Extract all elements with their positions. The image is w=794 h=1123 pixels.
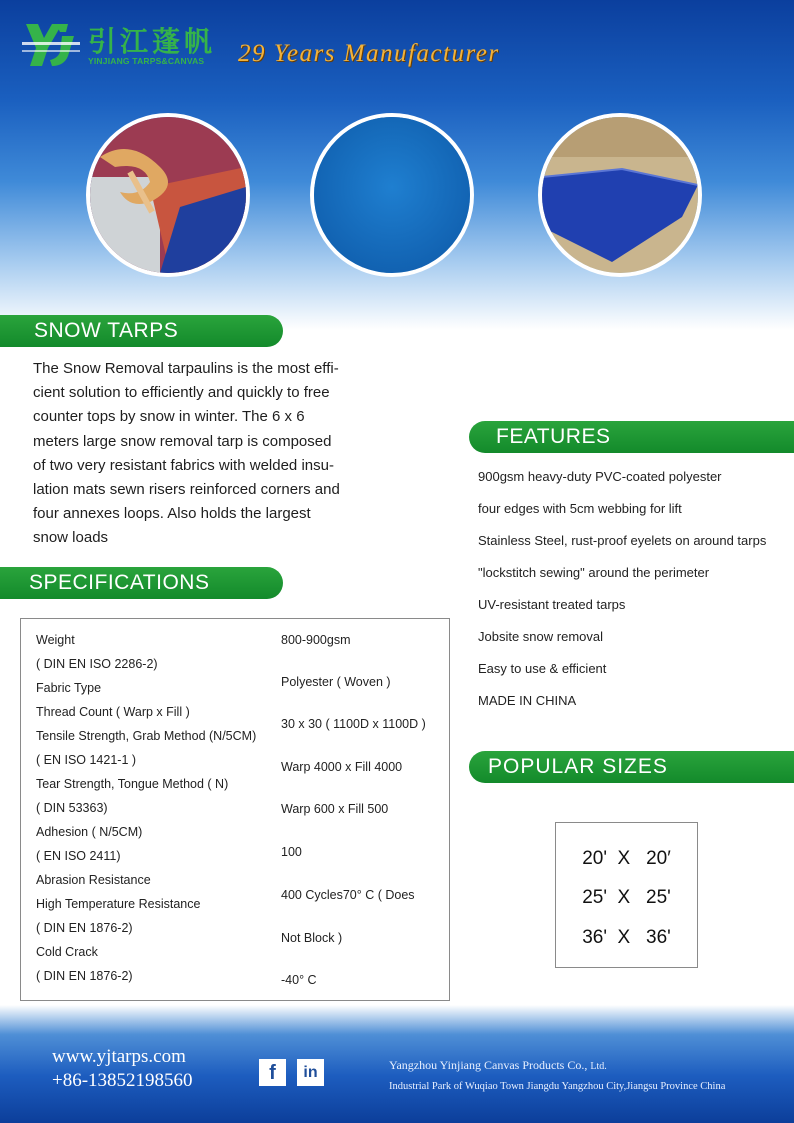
spec-label: ( EN ISO 1421-1 ) xyxy=(36,753,137,767)
spec-value: Warp 4000 x Fill 4000 xyxy=(281,760,403,774)
section-banner-specifications: SPECIFICATIONS xyxy=(0,567,283,599)
brand-logo[interactable] xyxy=(22,18,237,68)
spec-label: ( DIN 53363) xyxy=(36,801,108,815)
section-banner-features: FEATURES xyxy=(469,421,794,453)
spec-label: Cold Crack xyxy=(36,945,98,959)
feature-item: Stainless Steel, rust-proof eyelets on around tarps xyxy=(478,533,767,548)
intro-line: cient solution to efficiently and quickly to free xyxy=(33,384,330,402)
intro-line: lation mats sewn risers reinforced corners and xyxy=(33,481,340,499)
spec-value: 800-900gsm xyxy=(281,633,351,647)
section-banner-popular-sizes: POPULAR SIZES xyxy=(469,751,794,783)
feature-item: four edges with 5cm webbing for lift xyxy=(478,501,682,516)
feature-item: 900gsm heavy-duty PVC-coated polyester xyxy=(478,469,722,484)
spec-label: Weight xyxy=(36,633,75,647)
intro-line: of two very resistant fabrics with welded insu- xyxy=(33,456,334,474)
spec-label: Thread Count ( Warp x Fill ) xyxy=(36,705,190,719)
size-item: 20' X 20′ xyxy=(582,848,671,869)
phone-number[interactable]: +86-13852198560 xyxy=(52,1070,193,1091)
spec-label: Fabric Type xyxy=(36,681,102,695)
popular-sizes-box xyxy=(555,822,698,968)
spec-label: Adhesion ( N/5CM) xyxy=(36,825,143,839)
feature-item: Easy to use & efficient xyxy=(478,661,607,676)
company-name xyxy=(389,1058,607,1073)
spec-value: 30 x 30 ( 1100D x 1100D ) xyxy=(281,717,426,731)
brand-name-chinese: 引江蓬帆 xyxy=(88,25,217,58)
intro-line: counter tops by snow in winter. The 6 x 6 xyxy=(33,408,305,426)
spec-label: ( EN ISO 2411) xyxy=(36,849,121,863)
product-photo-fabric xyxy=(310,113,474,277)
product-photo-webbing xyxy=(86,113,250,277)
spec-value: Polyester ( Woven ) xyxy=(281,675,391,689)
spec-label: ( DIN EN ISO 2286-2) xyxy=(36,657,158,671)
feature-item: MADE IN CHINA xyxy=(478,693,577,708)
logo-mark-icon xyxy=(22,22,82,66)
brand-name-english: YINJIANG TARPS&CANVAS xyxy=(88,56,205,66)
spec-value: -40° C xyxy=(281,973,317,987)
spec-value: 100 xyxy=(281,845,302,859)
website-link[interactable]: www.yjtarps.com xyxy=(52,1046,186,1067)
spec-label: High Temperature Resistance xyxy=(36,897,201,911)
company-name-text: Yangzhou Yinjiang Canvas Products Co., xyxy=(389,1058,588,1072)
feature-item: "lockstitch sewing" around the perimeter xyxy=(478,565,710,580)
product-photo-tarp-on-sand xyxy=(538,113,702,277)
intro-line: The Snow Removal tarpaulins is the most effi- xyxy=(33,360,339,377)
spec-label: Tear Strength, Tongue Method ( N) xyxy=(36,777,229,791)
spec-value: Warp 600 x Fill 500 xyxy=(281,802,389,816)
spec-value: Not Block ) xyxy=(281,931,343,945)
feature-item: Jobsite snow removal xyxy=(478,629,603,644)
intro-paragraph xyxy=(33,357,373,551)
specifications-table xyxy=(20,618,450,1001)
size-item: 25' X 25' xyxy=(582,887,671,908)
company-address: Industrial Park of Wuqiao Town Jiangdu Yangzhou City,Jiangsu Province China xyxy=(389,1081,726,1092)
feature-item: UV-resistant treated tarps xyxy=(478,597,626,612)
spec-label: Abrasion Resistance xyxy=(36,873,151,887)
intro-line: snow loads xyxy=(33,529,109,547)
linkedin-icon[interactable]: in xyxy=(297,1059,324,1086)
intro-line: meters large snow removal tarp is composed xyxy=(33,432,332,450)
size-item: 36' X 36' xyxy=(582,927,671,948)
company-name-suffix: Ltd. xyxy=(590,1061,607,1072)
spec-label: ( DIN EN 1876-2) xyxy=(36,969,133,983)
section-banner-snow-tarps: SNOW TARPS xyxy=(0,315,283,347)
intro-line: four annexes loops. Also holds the largest xyxy=(33,505,311,523)
spec-label: Tensile Strength, Grab Method (N/5CM) xyxy=(36,729,257,743)
spec-label: ( DIN EN 1876-2) xyxy=(36,921,133,935)
tagline: 29 Years Manufacturer xyxy=(238,40,500,67)
spec-value: 400 Cycles70° C ( Does xyxy=(281,888,415,902)
facebook-icon[interactable]: f xyxy=(259,1059,286,1086)
